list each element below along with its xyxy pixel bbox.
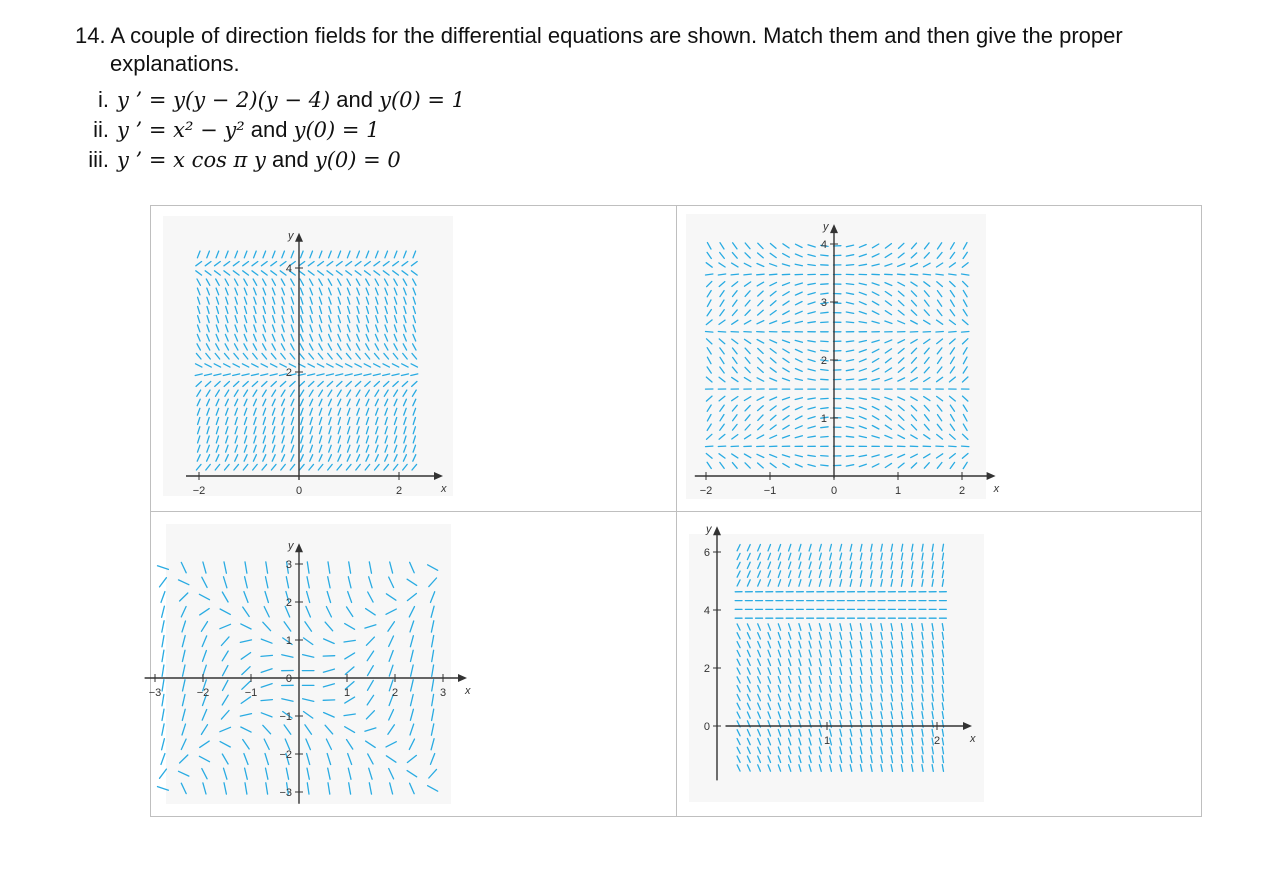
slope-segment: [821, 398, 828, 399]
slope-segment: [923, 274, 930, 275]
equation-expression: y ’ = x cos π y: [117, 148, 266, 172]
question-text-line2: explanations.: [110, 51, 240, 76]
slope-segment: [162, 680, 164, 691]
slope-segment: [962, 332, 969, 333]
direction-field-c: [148, 524, 471, 804]
slope-segment: [821, 322, 828, 323]
slope-segment: [910, 274, 917, 275]
slope-segment: [821, 370, 828, 371]
equation-expression: y ’ = y(y − 2)(y − 4): [117, 88, 331, 112]
y-axis-label: y: [288, 229, 294, 242]
question-header: [75, 22, 1123, 78]
x-tick-label: 0: [830, 485, 838, 497]
slope-segment: [846, 398, 853, 399]
x-tick-label: 2: [933, 735, 941, 747]
slope-segment: [770, 274, 777, 275]
question-number: 14.: [75, 23, 106, 48]
slope-segment: [162, 739, 165, 750]
slope-segment: [821, 312, 828, 313]
y-tick-label: 3: [285, 559, 292, 571]
x-tick-label: 2: [958, 485, 966, 497]
slope-segment: [161, 754, 165, 765]
x-tick-label: 1: [343, 687, 351, 699]
slope-segment: [821, 408, 828, 409]
slope-segment: [757, 274, 764, 275]
x-tick-label: 1: [894, 485, 902, 497]
y-tick-label: 1: [820, 413, 827, 425]
equation-iii: [75, 146, 401, 174]
slope-segment: [161, 592, 165, 603]
slope-segment: [821, 284, 828, 285]
x-tick-label: −3: [148, 687, 162, 699]
slope-segment: [846, 341, 853, 342]
slope-segment: [898, 274, 905, 275]
x-axis-label: x: [465, 685, 471, 697]
y-tick-label: 4: [703, 605, 710, 617]
question-text-line1: A couple of direction fields for the differential equations are shown. Match them and then give the proper: [110, 23, 1123, 48]
y-tick-label: 1: [285, 635, 292, 647]
x-tick-label: 1: [823, 735, 831, 747]
slope-segment: [821, 379, 828, 380]
slope-segment: [706, 332, 713, 333]
slope-segment: [936, 332, 943, 333]
x-tick-label: 2: [391, 687, 399, 699]
x-tick-label: 3: [439, 687, 447, 699]
slope-segment: [821, 427, 828, 428]
slope-segment: [162, 621, 164, 632]
slope-segment: [962, 446, 969, 447]
slope-segment: [846, 284, 853, 285]
y-tick-label: 2: [285, 597, 292, 609]
y-axis-label: y: [288, 540, 294, 553]
table-divider-horizontal: [151, 511, 1201, 512]
slope-segment: [160, 769, 167, 778]
slope-segment: [821, 255, 828, 256]
x-axis-label: x: [970, 733, 976, 745]
direction-field-d: [689, 523, 984, 802]
x-tick-label: −2: [196, 687, 210, 699]
y-tick-label: 0: [703, 721, 710, 733]
y-tick-label: 2: [703, 663, 710, 675]
x-axis-label: x: [993, 483, 1000, 495]
equation-and: and: [250, 117, 288, 142]
x-tick-label: −2: [192, 485, 206, 497]
y-axis-arrow: [713, 526, 721, 535]
x-tick-label: −1: [244, 687, 258, 699]
equation-roman: ii.: [93, 117, 109, 142]
y-tick-label: 0: [285, 673, 292, 685]
equation-initial-condition: y(0) = 0: [314, 148, 401, 172]
y-tick-label: 3: [820, 297, 827, 309]
slope-segment: [846, 265, 853, 266]
direction-field-b: [686, 214, 1000, 499]
y-tick-label: 2: [285, 367, 292, 379]
equation-ii: [75, 116, 380, 144]
x-tick-label: −1: [763, 485, 777, 497]
x-axis-arrow: [987, 472, 996, 480]
slope-segment: [949, 446, 956, 447]
x-tick-label: −2: [699, 485, 713, 497]
equation-i: [75, 86, 465, 114]
x-axis-label: x: [441, 483, 447, 495]
direction-field-table: [150, 205, 1202, 817]
slope-segment: [162, 694, 164, 705]
slope-segment: [162, 636, 164, 647]
y-tick-label: 6: [703, 547, 710, 559]
slope-segment: [162, 606, 165, 617]
slope-segment: [162, 724, 164, 735]
slope-segment: [821, 437, 828, 438]
slope-segment: [160, 578, 167, 587]
y-tick-label: 2: [820, 355, 827, 367]
equation-and: and: [272, 147, 309, 172]
y-axis-label: y: [706, 523, 712, 536]
y-axis-label: y: [823, 221, 829, 234]
y-tick-label: −1: [279, 711, 292, 723]
slope-segment: [821, 465, 828, 466]
slope-segment: [846, 456, 853, 457]
slope-segment: [162, 650, 164, 661]
equation-initial-condition: y(0) = 1: [293, 118, 380, 142]
slope-segment: [821, 350, 828, 351]
slope-segment: [706, 446, 713, 447]
slope-segment: [949, 332, 956, 333]
slope-segment: [821, 293, 828, 294]
slope-segment: [821, 341, 828, 342]
slope-segment: [821, 456, 828, 457]
y-tick-label: −3: [279, 787, 292, 799]
x-tick-label: 2: [395, 485, 403, 497]
equation-initial-condition: y(0) = 1: [379, 88, 466, 112]
y-tick-label: 4: [285, 263, 292, 275]
equation-and: and: [336, 87, 373, 112]
slope-segment: [162, 709, 164, 720]
slope-segment: [846, 436, 853, 437]
slope-segment: [162, 665, 164, 676]
x-tick-label: 0: [295, 485, 303, 497]
equation-expression: y ’ = x² − y²: [117, 118, 245, 142]
field-background: [689, 534, 984, 802]
direction-field-a: [163, 216, 453, 496]
slope-segment: [846, 379, 853, 380]
equation-roman: i.: [98, 87, 109, 112]
slope-segment: [846, 322, 853, 323]
slope-segment: [731, 274, 738, 275]
slope-segment: [744, 274, 751, 275]
slope-segment: [718, 332, 725, 333]
slope-segment: [936, 274, 943, 275]
y-tick-label: 4: [820, 239, 827, 251]
x-axis-arrow: [458, 674, 467, 682]
y-tick-label: −2: [279, 749, 292, 761]
equation-roman: iii.: [88, 147, 109, 172]
